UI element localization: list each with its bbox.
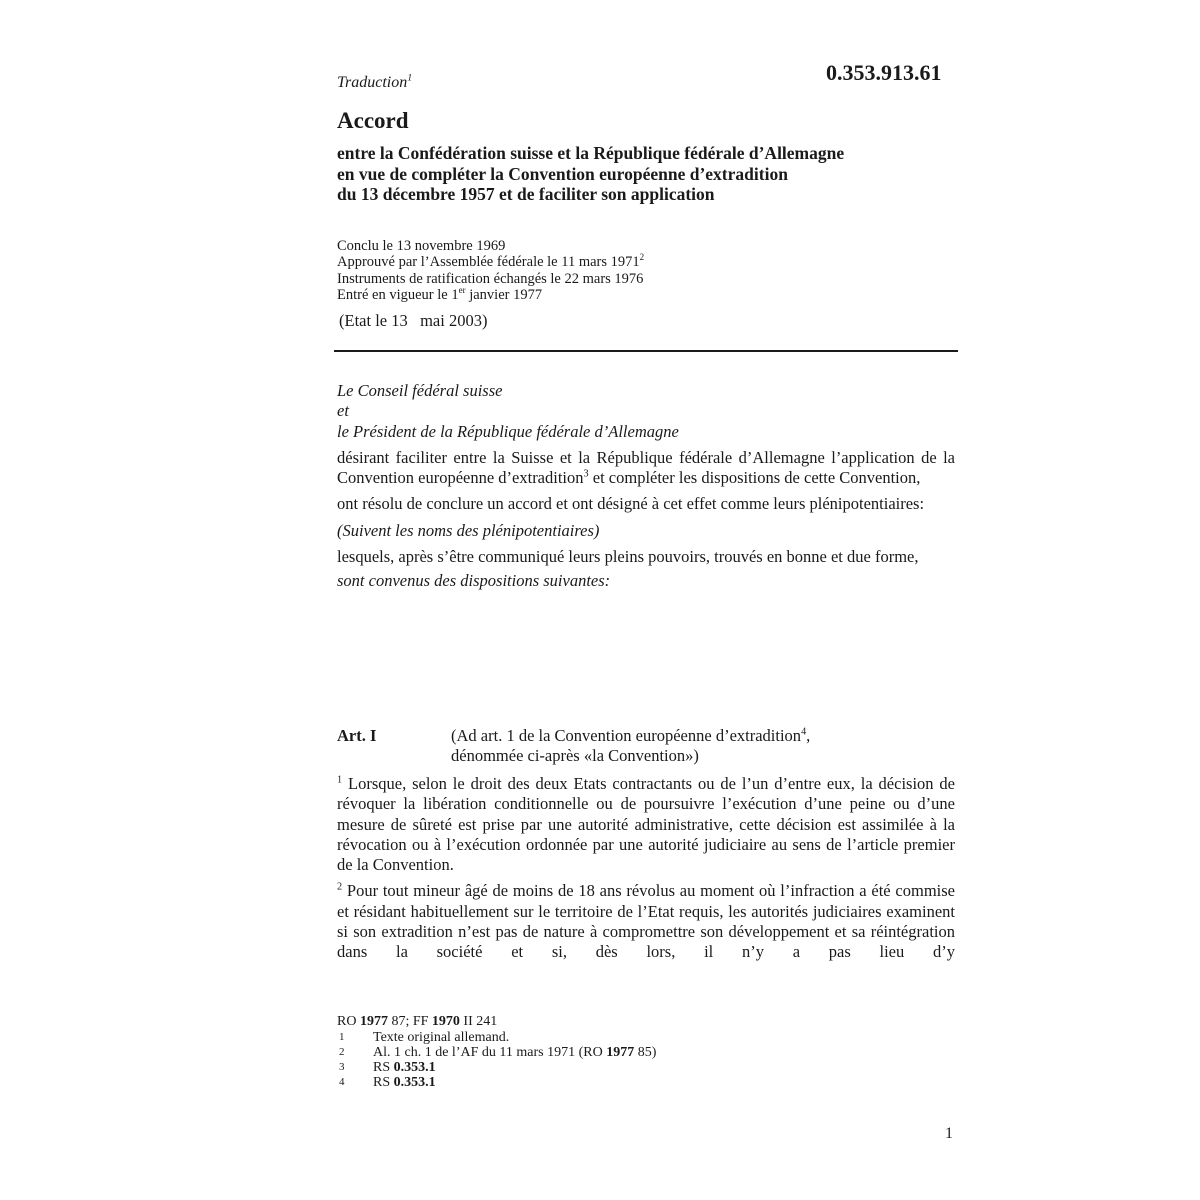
ratification-date: Instruments de ratification échangés le 22 mars 1976 xyxy=(337,270,644,287)
paragraph-number: 2 xyxy=(337,881,343,893)
footnote-text-bold: 0.353.1 xyxy=(393,1075,436,1090)
ff-year: 1970 xyxy=(431,1014,460,1029)
footnote xyxy=(337,1075,957,1090)
footnote-text-suffix: 85) xyxy=(634,1045,657,1060)
document-subtitle xyxy=(337,143,977,205)
footnote-text-prefix: RS xyxy=(373,1075,394,1090)
footnote-number: 3 xyxy=(339,1061,345,1073)
preamble-paragraph: ont résolu de conclure un accord et ont désigné à cet effet comme leurs plénipotentiaires: xyxy=(337,494,925,514)
footnote-number: 4 xyxy=(339,1076,345,1088)
subtitle-line: en vue de compléter la Convention européenne d’extradition xyxy=(337,163,788,184)
concluded-date: Conclu le 13 novembre 1969 xyxy=(337,238,506,254)
approved-date-text: Approuvé par l’Assemblée fédérale le 11 mars 1971 xyxy=(337,254,640,271)
preamble-paragraph xyxy=(337,448,955,489)
ro-prefix: RO xyxy=(337,1014,360,1029)
footnote-ref-4[interactable]: 4 xyxy=(801,726,807,738)
document-title: Accord xyxy=(337,108,409,133)
ro-year: 1977 xyxy=(359,1014,388,1029)
footnote-ref-1[interactable]: 1 xyxy=(407,72,413,84)
article-title-end: , xyxy=(806,726,811,745)
preamble-paragraph: (Suivent les noms des plénipotentiaires) xyxy=(337,520,600,540)
header-divider xyxy=(334,350,958,352)
preamble xyxy=(337,381,955,598)
article-label: Art. I xyxy=(337,726,377,745)
page-number: 1 xyxy=(945,1125,953,1142)
party-2: le Président de la République fédérale d’Allemagne xyxy=(337,421,679,441)
footnote-text: Texte original allemand. xyxy=(373,1030,510,1045)
status-date: (Etat le 13 mai 2003) xyxy=(339,311,488,330)
dates-block xyxy=(337,238,644,304)
entry-into-force-date xyxy=(337,287,644,303)
sr-number: 0.353.913.61 xyxy=(826,60,942,85)
paragraph-text: Pour tout mineur âgé de moins de 18 ans révolus au moment où l’infraction a été commise et résidant habituellement sur le territoire de l’Etat requis, les autorités judiciaires examinent si son extradition n’est pas de nature à compromettre son développement et sa réintégration dans la société et si, dès lors, il n’y a pas lieu d’y xyxy=(337,881,955,962)
article-body xyxy=(337,774,955,969)
article-title-text: (Ad art. 1 de la Convention européenne d’extradition xyxy=(451,726,802,745)
footnote xyxy=(337,1060,957,1075)
footnote-text xyxy=(373,1045,656,1060)
approved-date xyxy=(337,254,644,270)
paragraph-text: Lorsque, selon le droit des deux Etats contractants ou de l’un d’entre eux, la décision de révoquer la libération conditionnelle ou de poursuivre l’exécution d’une peine ou d’une mesure de sûreté est prise par une autorité administrative, cette décision est assimilée à la révocation ou à l’exécution ordonnée par une autorité judiciaire au sens de l’article premier de la Convention. xyxy=(337,774,955,875)
article-title-line xyxy=(451,726,955,746)
paragraph-number: 1 xyxy=(337,774,343,786)
footnote-text-bold: 0.353.1 xyxy=(393,1060,436,1075)
footnote-ref-3[interactable]: 3 xyxy=(583,468,589,480)
footnote-number: 1 xyxy=(339,1031,345,1043)
preamble-paragraph: lesquels, après s’être communiqué leurs pleins pouvoirs, trouvés en bonne et due forme, xyxy=(337,547,919,567)
force-suffix: janvier 1977 xyxy=(465,287,543,304)
footnote-text xyxy=(373,1060,436,1075)
article-title xyxy=(451,726,955,767)
footnote xyxy=(337,1045,957,1060)
article-paragraph xyxy=(337,881,955,962)
force-prefix: Entré en vigueur le 1 xyxy=(337,287,459,304)
preamble-paragraph: sont convenus des dispositions suivantes: xyxy=(337,571,611,591)
article-title-line: dénommée ci-après «la Convention») xyxy=(451,746,699,766)
publication-reference xyxy=(337,1014,957,1029)
p1-after: et compléter les dispositions de cette Convention, xyxy=(588,468,921,488)
party-1: Le Conseil fédéral suisse xyxy=(337,381,503,400)
translation-label-text: Traduction xyxy=(337,74,408,91)
party-conjunction: et xyxy=(337,401,349,421)
footnote xyxy=(337,1030,957,1045)
footnote-text-prefix: RS xyxy=(373,1060,394,1075)
translation-label xyxy=(337,74,412,92)
footnote-number: 2 xyxy=(339,1046,345,1058)
p1-before: désirant faciliter entre la Suisse et la République fédérale d’Allemagne l’application de la Convention européenne d’extradition xyxy=(337,447,955,488)
ff-suffix: II 241 xyxy=(459,1014,498,1029)
footnote-ref-2[interactable]: 2 xyxy=(639,252,645,263)
article-paragraph xyxy=(337,774,955,875)
footnote-text-prefix: Al. 1 ch. 1 de l’AF du 11 mars 1971 (RO xyxy=(373,1045,607,1060)
force-sup: er xyxy=(458,285,466,296)
footnote-text-bold: 1977 xyxy=(606,1045,635,1060)
subtitle-line: du 13 décembre 1957 et de faciliter son application xyxy=(337,184,715,204)
parties xyxy=(337,381,955,442)
ro-mid: 87; FF xyxy=(387,1014,432,1029)
subtitle-line: entre la Confédération suisse et la République fédérale d’Allemagne xyxy=(337,143,845,163)
footnotes xyxy=(337,1014,957,1090)
footnote-text xyxy=(373,1075,436,1090)
